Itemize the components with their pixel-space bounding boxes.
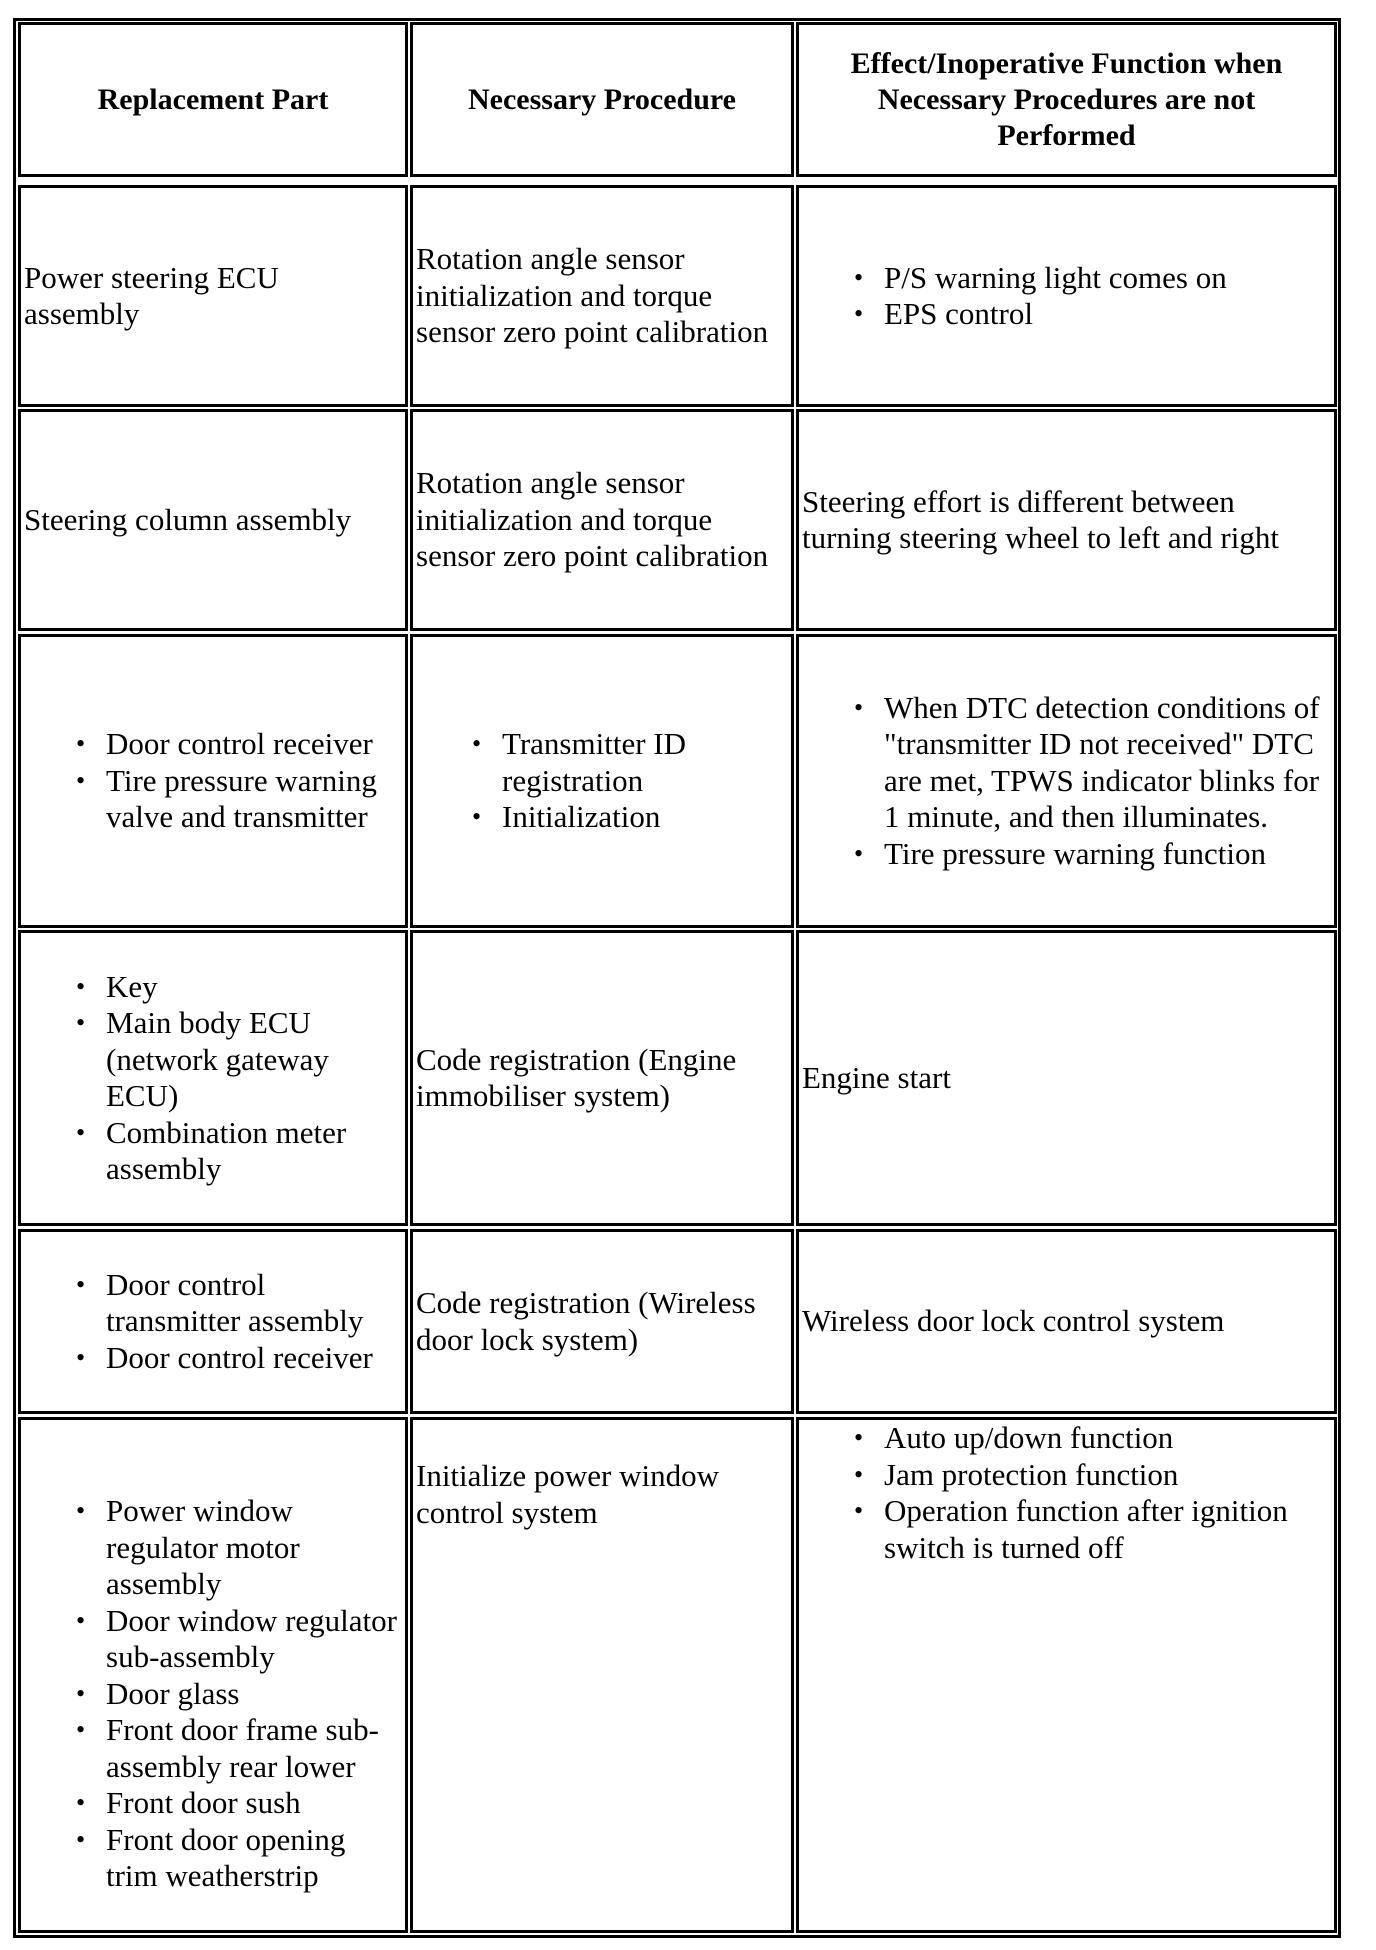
row5-procedure-cell <box>410 1229 794 1414</box>
row3-effect-cell <box>796 634 1337 928</box>
row3-part-list <box>24 726 402 836</box>
row4-procedure: Code registration (Engine immobiliser system) <box>416 1041 737 1113</box>
row6-part-item: • Power window regulator motor assembly <box>106 1493 402 1603</box>
row6-effect-item: • Auto up/down function <box>884 1420 1331 1457</box>
row4-part-item: • Main body ECU (network gateway ECU) <box>106 1005 402 1115</box>
row6-effect-item: • Operation function after ignition switch is turned off <box>884 1493 1331 1566</box>
row6-effect-list <box>802 1420 1331 1566</box>
row1-procedure-cell <box>410 185 794 407</box>
header-replacement-part-label: Replacement Part <box>97 82 329 116</box>
row3-effect-item: • Tire pressure warning function <box>884 836 1331 873</box>
row3-procedure-cell <box>410 634 794 928</box>
row5-part-item: • Door control receiver <box>106 1340 402 1377</box>
header-replacement-part <box>18 22 408 177</box>
row1-part: Power steering ECU assembly <box>24 259 279 331</box>
row4-part-cell <box>18 930 408 1226</box>
row6-part-item: • Front door opening trim weatherstrip <box>106 1822 402 1895</box>
row3-part-item: • Tire pressure warning valve and transmitter <box>106 763 402 836</box>
row5-part-list <box>24 1267 402 1377</box>
header-necessary-procedure <box>410 22 794 177</box>
row4-part-item: • Key <box>106 969 402 1006</box>
row2-part: Steering column assembly <box>24 501 352 537</box>
row6-part-cell <box>18 1417 408 1933</box>
row3-procedure-list <box>416 726 788 836</box>
row3-effect-item: • When DTC detection conditions of "transmitter ID not received" DTC are met, TPWS indicator blinks for 1 minute, and then illuminates. <box>884 690 1331 836</box>
row1-effect-item: • P/S warning light comes on <box>884 260 1331 297</box>
row3-effect-list <box>802 690 1331 873</box>
row2-effect-cell <box>796 409 1337 631</box>
header-necessary-procedure-label: Necessary Procedure <box>468 82 736 116</box>
row6-effect-cell <box>796 1417 1337 1933</box>
row3-procedure-item: • Initialization <box>502 799 788 836</box>
row6-procedure-cell <box>410 1417 794 1933</box>
header-effect-inoperative-function <box>796 22 1337 177</box>
row4-effect-cell <box>796 930 1337 1226</box>
row6-part-item: • Front door frame sub-assembly rear lower <box>106 1712 402 1785</box>
row3-part-cell <box>18 634 408 928</box>
row2-procedure-cell <box>410 409 794 631</box>
row1-effect-item: • EPS control <box>884 296 1331 333</box>
row4-procedure-cell <box>410 930 794 1226</box>
row6-part-item: • Door window regulator sub-assembly <box>106 1603 402 1676</box>
row6-part-list <box>24 1493 402 1895</box>
row1-part-cell <box>18 185 408 407</box>
row5-effect: Wireless door lock control system <box>802 1303 1225 1339</box>
row2-procedure: Rotation angle sensor initialization and torque sensor zero point calibration <box>416 465 769 574</box>
row1-effect-cell <box>796 185 1337 407</box>
row6-part-item: • Front door sush <box>106 1785 402 1822</box>
row2-part-cell <box>18 409 408 631</box>
row5-part-cell <box>18 1229 408 1414</box>
row5-procedure: Code registration (Wireless door lock system) <box>416 1285 756 1357</box>
row1-effect-list <box>802 260 1331 333</box>
row6-part-item: • Door glass <box>106 1676 402 1713</box>
row5-effect-cell <box>796 1229 1337 1414</box>
row1-procedure: Rotation angle sensor initialization and torque sensor zero point calibration <box>416 241 769 350</box>
header-effect-label: Effect/Inoperative Function when Necessary Procedures are not Performed <box>850 46 1283 152</box>
row5-part-item: • Door control transmitter assembly <box>106 1267 402 1340</box>
row6-procedure: Initialize power window control system <box>416 1458 720 1530</box>
row3-part-item: • Door control receiver <box>106 726 402 763</box>
row2-effect: Steering effort is different between turning steering wheel to left and right <box>802 483 1279 555</box>
row6-effect-item: • Jam protection function <box>884 1457 1331 1494</box>
row4-effect: Engine start <box>802 1059 951 1095</box>
row4-part-list <box>24 969 402 1188</box>
row3-procedure-item: • Transmitter ID registration <box>502 726 788 799</box>
row4-part-item: • Combination meter assembly <box>106 1115 402 1188</box>
